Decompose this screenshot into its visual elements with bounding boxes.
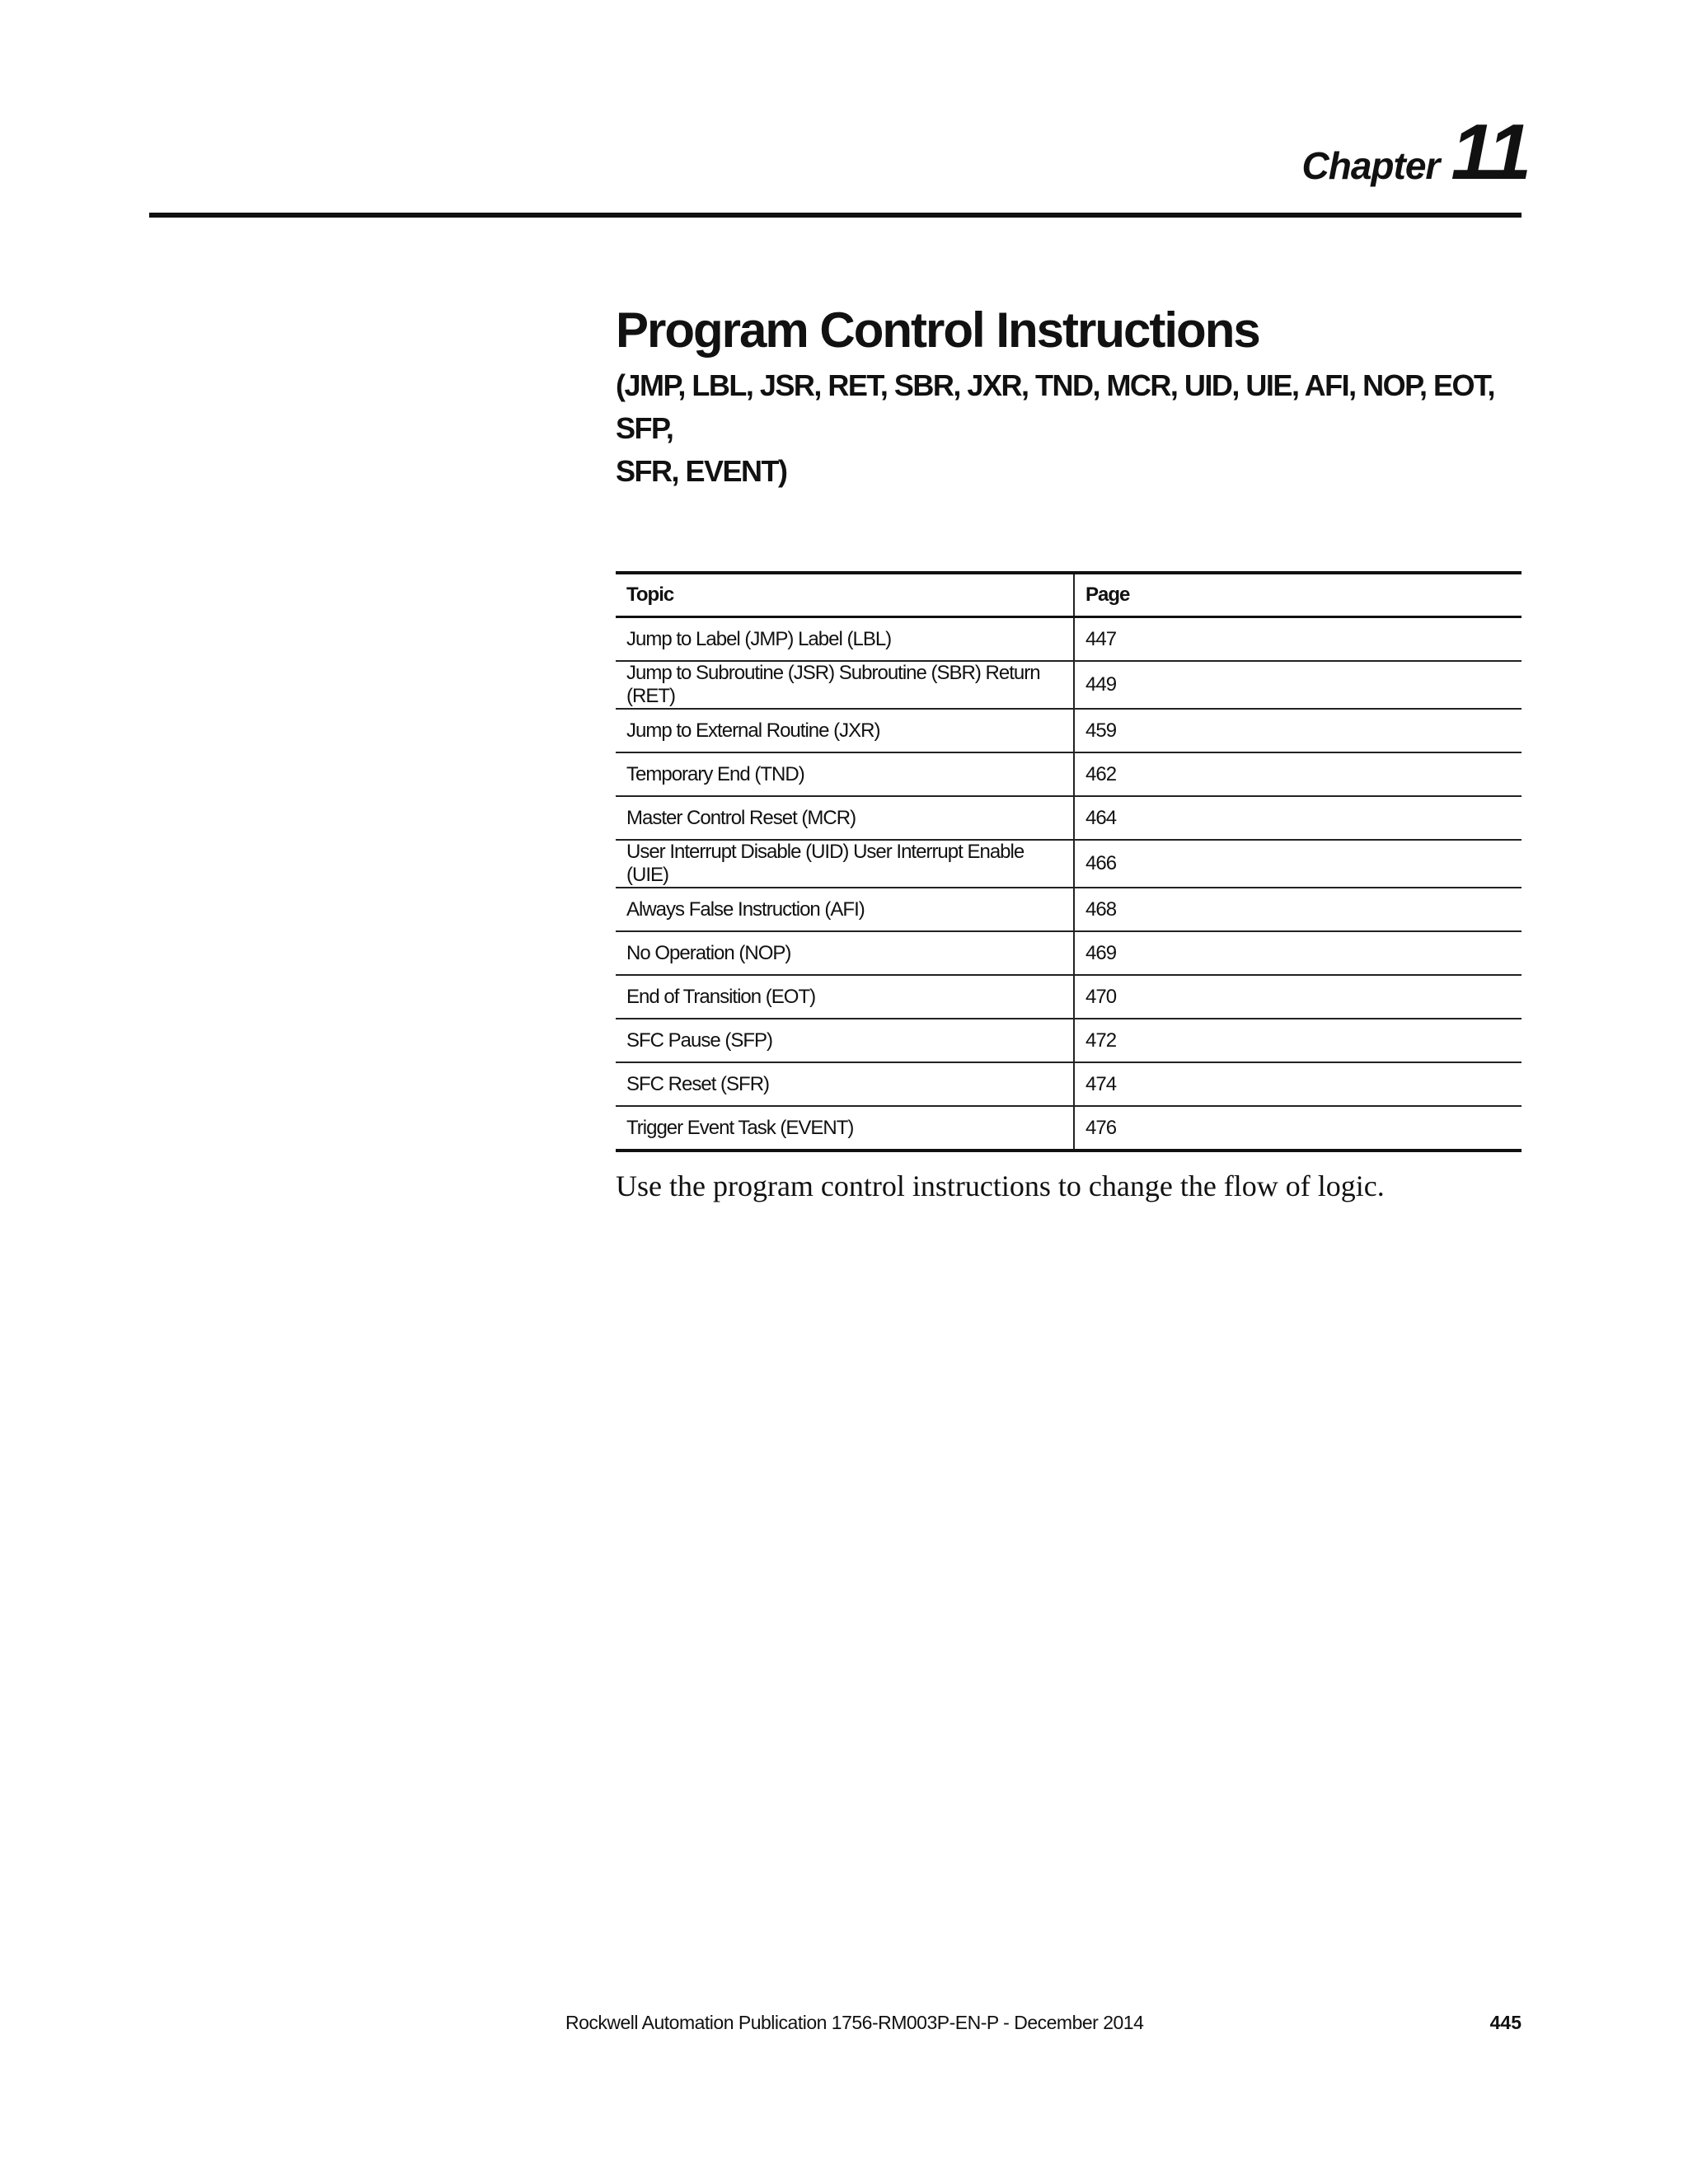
page-cell: 462 — [1074, 752, 1522, 796]
topic-cell: Jump to External Routine (JXR) — [616, 709, 1074, 752]
column-header-topic: Topic — [616, 573, 1074, 617]
page-title: Program Control Instructions — [616, 302, 1259, 358]
chapter-label: Chapter — [1301, 144, 1440, 187]
topic-cell: User Interrupt Disable (UID) User Interrupt Enable (UIE) — [616, 840, 1074, 888]
table-row — [616, 888, 1522, 931]
title-block — [616, 303, 1531, 494]
table-row — [616, 796, 1522, 840]
page-cell: 447 — [1074, 617, 1522, 662]
table-row — [616, 1019, 1522, 1062]
table-row — [616, 975, 1522, 1019]
table-row — [616, 931, 1522, 975]
page-subtitle — [616, 364, 1531, 494]
intro-paragraph: Use the program control instructions to change the flow of logic. — [616, 1169, 1385, 1202]
topic-cell: SFC Reset (SFR) — [616, 1062, 1074, 1106]
table-header-row — [616, 573, 1522, 617]
table-row — [616, 1106, 1522, 1151]
footer-page-number: 445 — [1489, 2012, 1522, 2033]
topic-cell: Trigger Event Task (EVENT) — [616, 1106, 1074, 1151]
topic-cell: Jump to Label (JMP) Label (LBL) — [616, 617, 1074, 662]
page-cell: 470 — [1074, 975, 1522, 1019]
table-row — [616, 709, 1522, 752]
topic-cell: End of Transition (EOT) — [616, 975, 1074, 1019]
topic-cell: Master Control Reset (MCR) — [616, 796, 1074, 840]
table-row — [616, 840, 1522, 888]
topic-cell: Jump to Subroutine (JSR) Subroutine (SBR) Return (RET) — [616, 661, 1074, 709]
page-cell: 468 — [1074, 888, 1522, 931]
page-cell: 466 — [1074, 840, 1522, 888]
table-row — [616, 661, 1522, 709]
chapter-divider — [149, 213, 1522, 218]
page-cell: 459 — [1074, 709, 1522, 752]
chapter-number: 11 — [1451, 108, 1530, 196]
table-row — [616, 752, 1522, 796]
topic-cell: SFC Pause (SFP) — [616, 1019, 1074, 1062]
topic-cell: No Operation (NOP) — [616, 931, 1074, 975]
page-subtitle-line-1: (JMP, LBL, JSR, RET, SBR, JXR, TND, MCR, UID, UIE, AFI, NOP, EOT, SFP, — [616, 368, 1494, 446]
chapter-header — [1302, 107, 1530, 198]
table-row — [616, 1062, 1522, 1106]
table-row — [616, 617, 1522, 662]
page-cell: 469 — [1074, 931, 1522, 975]
page-subtitle-line-2: SFR, EVENT) — [616, 454, 787, 489]
column-header-page: Page — [1074, 573, 1522, 617]
page-cell: 474 — [1074, 1062, 1522, 1106]
topic-cell: Temporary End (TND) — [616, 752, 1074, 796]
page-cell: 464 — [1074, 796, 1522, 840]
page-cell: 476 — [1074, 1106, 1522, 1151]
page-cell: 472 — [1074, 1019, 1522, 1062]
topic-table — [616, 571, 1522, 1152]
page-cell: 449 — [1074, 661, 1522, 709]
footer-publication: Rockwell Automation Publication 1756-RM003P-EN-P - December 2014 — [565, 2012, 1144, 2033]
topic-cell: Always False Instruction (AFI) — [616, 888, 1074, 931]
